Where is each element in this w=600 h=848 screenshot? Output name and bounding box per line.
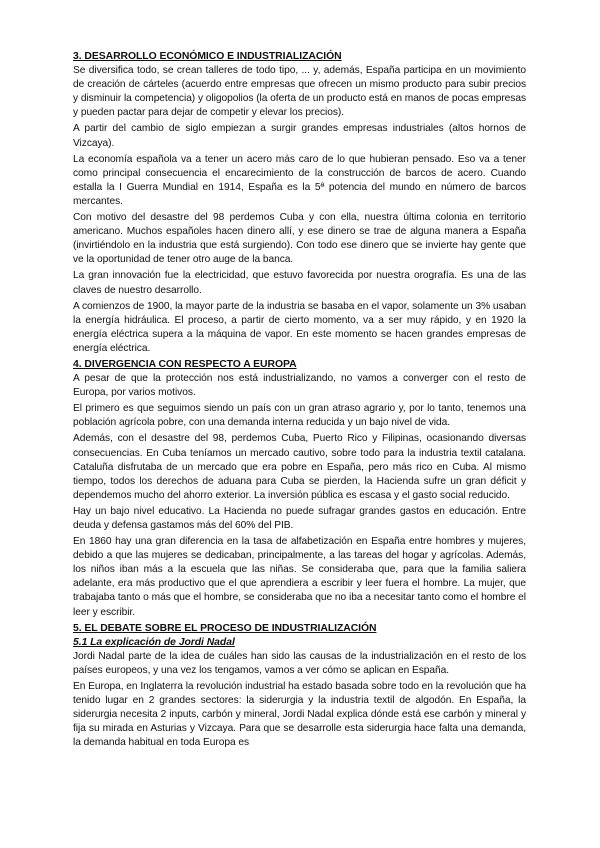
- paragraph: A pesar de que la protección nos está industrializando, no vamos a converger con el resto de Europa, por varios motivos.: [73, 373, 526, 399]
- paragraph: La gran innovación fue la electricidad, que estuvo favorecida por nuestra orografía. Es una de las claves de nuestro desarrollo.: [73, 270, 526, 296]
- document-body: [73, 50, 526, 753]
- section-debate: [73, 622, 526, 751]
- paragraph: Además, con el desastre del 98, perdemos Cuba, Puerto Rico y Filipinas, ocasionando diversas consecuencias. En Cuba teníamos un mercado cautivo, sobre todo para la industria textil catalana. Cataluña disfrutaba de un mercado que era pobre en España, pero más rico en Cuba. Al mismo tiempo, todos los derechos de aduana para Cuba se pierden, la Hacienda sufre un gran déficit y dependemos mucho del ahorro exterior. La inversión pública es escasa y el gasto social reducido.: [73, 433, 526, 501]
- paragraph: A comienzos de 1900, la mayor parte de la industria se basaba en el vapor, solamente un 3% usaban la energía hidráulica. El proceso, a partir de cierto momento, va a ser muy rápido, y en 1920 la energía eléctrica supera a la máquina de vapor. En este momento se hacen grandes empresas de energía eléctrica.: [73, 300, 526, 354]
- section-divergencia: [73, 358, 526, 620]
- paragraph: A partir del cambio de siglo empiezan a surgir grandes empresas industriales (altos hornos de Vizcaya).: [73, 123, 526, 149]
- paragraph: Se diversifica todo, se crean talleres de todo tipo, ... y, además, España participa en un movimiento de creación de cárteles (acuerdo entre empresas que ofrecen un mismo producto para subir precios y disminuir la competencia) y oligopolios (la oferta de un producto está en manos de pocas empresas y pueden pactar para dejar de competir y elevar los precios).: [73, 65, 526, 119]
- paragraph: En 1860 hay una gran diferencia en la tasa de alfabetización en España entre hombres y mujeres, debido a que las mujeres se dedicaban, principalmente, a las tareas del hogar y agrícolas. Además, los niños iban más a la escuela que las niñas. Se consideraba que, para que la familia saliera adelante, era más productivo que el que aprendiera a escribir y leer fuera el hombre. La mujer, que trabajaba tanto o más que el hombre, se consideraba que no iba a necesitar tanto como el hombre el leer y escribir.: [73, 536, 526, 618]
- paragraph: Jordi Nadal parte de la idea de cuáles han sido las causas de la industrialización en el resto de los países europeos, y una vez los tengamos, vamos a ver cómo se aplican en España.: [73, 650, 526, 676]
- paragraph: La economía española va a tener un acero más caro de lo que hubieran pensado. Eso va a tener como principal consecuencia el encarecimiento de la construcción de barcos de acero. Cuando estalla la I Guerra Mundial en 1914, España es la 5ª potencia del mundo en número de barcos mercantes.: [73, 153, 526, 207]
- section-desarrollo: [73, 50, 526, 356]
- section-heading: 4. DIVERGENCIA CON RESPECTO A EUROPA: [73, 358, 297, 370]
- subsection-heading: 5.1 La explicación de Jordi Nadal: [73, 636, 235, 648]
- section-heading: 3. DESARROLLO ECONÓMICO E INDUSTRIALIZACIÓN: [73, 51, 342, 62]
- section-heading: 5. EL DEBATE SOBRE EL PROCESO DE INDUSTRIALIZACIÓN: [73, 622, 377, 634]
- paragraph: Con motivo del desastre del 98 perdemos Cuba y con ella, nuestra última colonia en territorio americano. Muchos españoles hacen dinero allí, y ese dinero se trae de alguna manera a España (invirtiéndolo en la industria que está surgiendo). Con todo ese dinero que se invierte hay gente que ve la oportunidad de tener otro auge de la banca.: [73, 212, 526, 266]
- paragraph: Hay un bajo nivel educativo. La Hacienda no puede sufragar grandes gastos en educación. Entre deuda y defensa gastamos más del 60% del PIB.: [73, 505, 526, 531]
- paragraph: El primero es que seguimos siendo un país con un gran atraso agrario y, por lo tanto, tenemos una población agrícola pobre, con una demanda interna reducida y un bajo nivel de vida.: [73, 403, 526, 429]
- paragraph: En Europa, en Inglaterra la revolución industrial ha estado basada sobre todo en la revolución que ha tenido lugar en 2 grandes sectores: la siderurgia y la industria textil de algodón. En España, la siderurgia necesita 2 inputs, carbón y mineral, Jordi Nadal explica dónde está ese carbón y mineral y fija su mirada en Asturias y Vizcaya. Para que se desarrolle esta siderurgia hace falta una demanda, la demanda habitual en toda Europa es: [73, 681, 526, 749]
